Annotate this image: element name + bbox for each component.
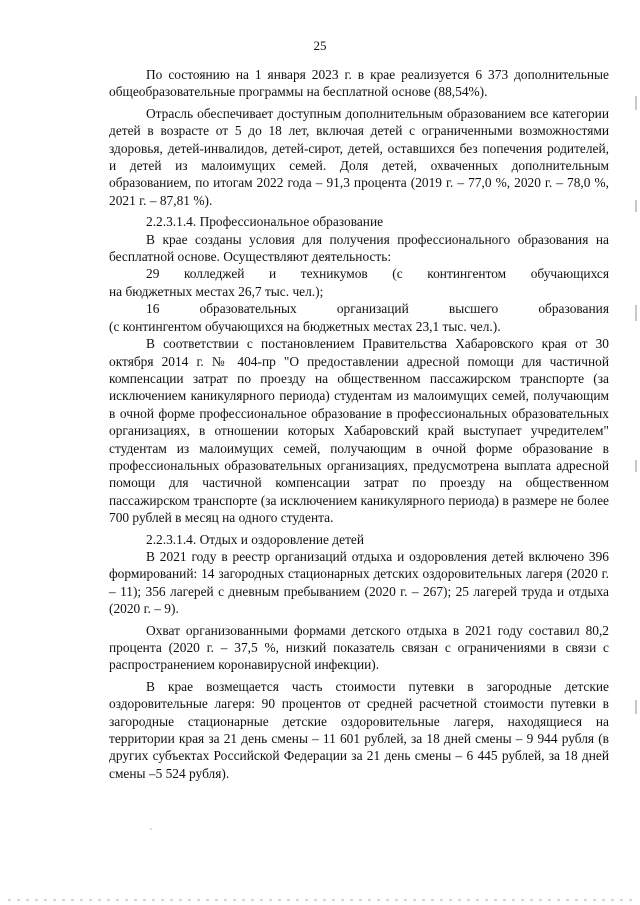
list-item-higher-education: 16 образовательных организаций высшего образования (146, 301, 609, 317)
scan-margin-mark (635, 700, 637, 714)
list-item-higher-education-continuation: (с контингентом обучающихся на бюджетных местах 23,1 тыс. чел.). (109, 318, 501, 334)
scan-margin-mark (635, 460, 637, 472)
section-heading-professional-education: 2.2.3.1.4. Профессиональное образование (146, 214, 384, 230)
paragraph-professional-education-intro: В крае созданы условия для получения профессионального образования на бесплатной основе. Осуществляют деятельность: (109, 231, 609, 265)
scan-margin-mark (635, 200, 637, 212)
list-item-colleges-continuation: на бюджетных местах 26,7 тыс. чел.); (109, 283, 324, 299)
paragraph-transport-compensation: В соответствии с постановлением Правительства Хабаровского края от 30 октября 2014 г. № 404-пр "О предоставлении адресной помощи для частичной компенсации затрат по проезду на общественном пассажирском транспорте (за исключением каникулярного периода) студентам из малоимущих семей, получающим в очной форме профессиональное образование в профессиональных образовательных организациях, в отношении которых Хабаровский край выступает учредителем" студентам из малоимущих семей, получающим в очной форме образование в профессиональных образовательных организациях, предусмотрена выплата адресной помощи для частичной компенсации затрат по проезду на общественном пассажирском транспорте (за исключением каникулярного периода) в размере не более 700 рублей в месяц на одного студента. (109, 336, 609, 526)
page-number: 25 (313, 38, 327, 53)
scan-margin-mark (635, 305, 637, 321)
paragraph-recreation-coverage: Охват организованными формами детского отдыха в 2021 году составил 80,2 процента (2020 г. – 37,5 %, низкий показатель связан с ограничениями в связи с распространением коронавирусной инфекции). (109, 622, 609, 673)
paragraph-voucher-compensation: В крае возмещается часть стоимости путевки в загородные детские оздоровительные лагеря: 90 процентов от средней расчетной стоимости путевки в загородные стационарные детские оздоровительные лагеря, находящиеся на территории края за 21 день смены – 11 601 рублей, за 18 дней смены – 9 944 рубля (в других субъектах Российской Федерации за 21 день смены – 6 445 рублей, за 18 дней смены –5 524 рубля). (109, 678, 609, 781)
scan-speck (150, 828, 152, 830)
paragraph-additional-education-coverage: Отрасль обеспечивает доступным дополнительным образованием все категории детей в возрасте от 5 до 18 лет, включая детей с ограниченными возможностями здоровья, детей-инвалидов, детей-сирот, детей, оставшихся без попечения родителей, и детей из малоимущих семей. Доля детей, охваченных дополнительным образованием, по итогам 2022 года – 91,3 процента (2019 г. – 77,0 %, 2020 г. – 78,0 %, 2021 г. – 87,81 %). (109, 105, 609, 208)
scan-bottom-noise (8, 899, 632, 901)
section-heading-recreation: 2.2.3.1.4. Отдых и оздоровление детей (146, 531, 365, 547)
scan-margin-mark (635, 96, 637, 110)
list-item-colleges: 29 колледжей и техникумов (с контингентом обучающихся (146, 266, 609, 282)
paragraph-recreation-registry: В 2021 году в реестр организаций отдыха и оздоровления детей включено 396 формирований: 14 загородных стационарных детских оздоровительных лагеря (2020 г. – 11); 356 лагерей с дневным пребыванием (2020 г. – 267); 25 лагерей труда и отдыха (2020 г. – 9). (109, 548, 609, 617)
paragraph-programs-count: По состоянию на 1 января 2023 г. в крае реализуется 6 373 дополнительные общеобразовательные программы на бесплатной основе (88,54%). (109, 67, 609, 100)
document-body (109, 66, 609, 782)
